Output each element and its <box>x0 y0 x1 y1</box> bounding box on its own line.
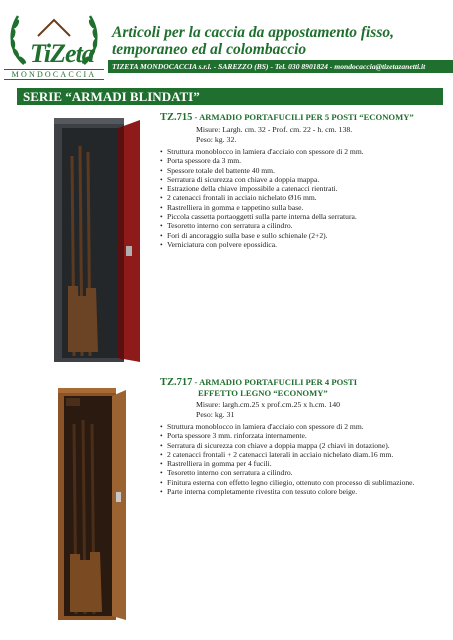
series-heading: SERIE “ARMADI BLINDATI” <box>17 88 443 105</box>
product-2-features <box>160 422 445 496</box>
feature-item: • Spessore totale del battente 40 mm. <box>160 166 445 175</box>
feature-item: • Rastrelliera in gomma e tappetino sulla base. <box>160 203 445 212</box>
feature-item: • Struttura monoblocco in lamiera d'acciaio con spessore di 2 mm. <box>160 147 445 156</box>
product-1-specs <box>196 125 352 144</box>
product-2-dimensions: Misure: largh.cm.25 x prof.cm.25 x h.cm. 140 <box>196 400 341 409</box>
product-2-specs <box>196 400 340 419</box>
feature-item: • Parte interna completamente rivestita con tessuto colore beige. <box>160 487 445 496</box>
product-2-title <box>160 377 357 399</box>
product-1-features <box>160 147 445 249</box>
product-1-dimensions: Misure: Largh. cm. 32 - Prof. cm. 22 - h. cm. 138. <box>196 125 353 134</box>
product-1-code: TZ.715 <box>160 112 193 123</box>
contact-bar: TIZETA MONDOCACCIA s.r.l. - SAREZZO (BS) - Tel. 030 8901824 - mondocaccia@tizetazanetti.it <box>108 60 453 73</box>
feature-item: • 2 catenacci frontali + 2 catenacci laterali in acciaio nichelato diam.16 mm. <box>160 450 445 459</box>
feature-item: • Verniciatura con polvere epossidica. <box>160 240 445 249</box>
feature-item: • Struttura monoblocco in lamiera d'acciaio con spessore di 2 mm. <box>160 422 445 431</box>
page-title: Articoli per la caccia da appostamento fisso, temporaneo ed al colombaccio <box>112 24 394 58</box>
feature-item: • Porta spessore 3 mm. rinforzata internamente. <box>160 431 445 440</box>
feature-item: • 2 catenacci frontali in acciaio nichelato Ø16 mm. <box>160 193 445 202</box>
product-2-code: TZ.717 <box>160 377 193 388</box>
feature-item: • Serratura di sicurezza con chiave a doppia mappa (2 chiavi in dotazione). <box>160 441 445 450</box>
wood-gun-safe-image <box>52 384 132 624</box>
feature-item: • Finitura esterna con effetto legno ciliegio, ottenuto con processo di sublimazione. <box>160 478 445 487</box>
product-1-title <box>160 112 414 123</box>
feature-item: • Serratura di sicurezza con chiave a doppia mappa. <box>160 175 445 184</box>
product-2-name: - ARMADIO PORTAFUCILI PER 4 POSTI <box>192 377 358 387</box>
feature-item: • Fori di ancoraggio sulla base e sullo schienale (2+2). <box>160 231 445 240</box>
product-1-name: - ARMADIO PORTAFUCILI PER 5 POSTI “ECONOMY” <box>192 112 414 122</box>
feature-item: • Rastrelliera in gomma per 4 fucili. <box>160 459 445 468</box>
product-1-weight: Peso: kg. 32. <box>196 134 237 144</box>
logo-subtitle: MONDOCACCIA <box>4 69 104 80</box>
feature-item: • Estrazione della chiave impossibile a catenacci rientrati. <box>160 184 445 193</box>
tizeta-logo <box>4 6 104 78</box>
feature-item: • Porta spessore da 3 mm. <box>160 156 445 165</box>
steel-gun-safe-image <box>42 116 142 366</box>
product-2-weight: Peso: kg. 31 <box>196 409 235 419</box>
product-2-name-line2: EFFETTO LEGNO “ECONOMY” <box>198 388 328 398</box>
feature-item: • Piccola cassetta portaoggetti sulla parte interna della serratura. <box>160 212 445 221</box>
feature-item: • Tesoretto interno con serratura a cilindro. <box>160 221 445 230</box>
logo-wordmark: TiZeta <box>30 39 94 68</box>
feature-item: • Tesoretto interno con serratura a cilindro. <box>160 468 445 477</box>
